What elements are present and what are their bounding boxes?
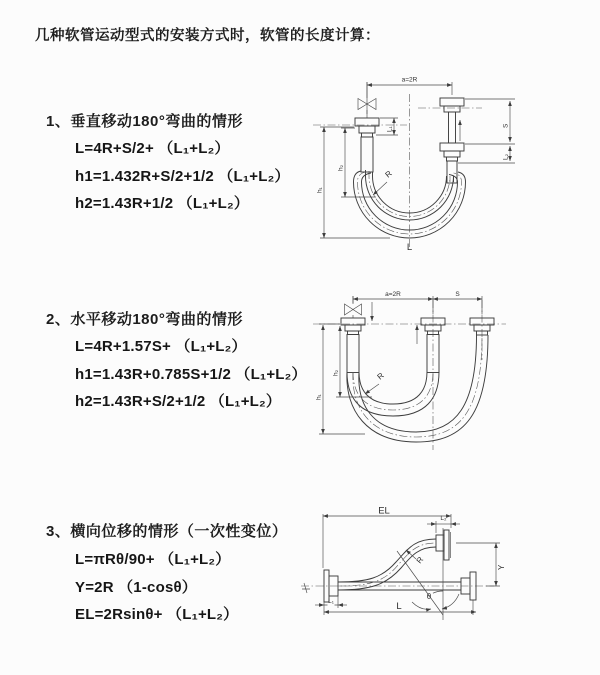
l-dim-label: L xyxy=(396,601,402,612)
centerline-symbol-icon xyxy=(302,583,310,593)
l1-dim-label: L₁ xyxy=(386,126,394,132)
section-2-formula-L: L=4R+1.57S+ （L₁+L₂） xyxy=(75,338,247,355)
left-end-fitting xyxy=(355,118,379,172)
h2-dim-label: h₂ xyxy=(337,164,345,171)
h1-dim-label: h₁ xyxy=(316,187,324,193)
radius-label: R xyxy=(375,370,386,382)
section-3-formula-EL: EL=2Rsinθ+ （L₁+L₂） xyxy=(75,606,239,623)
section-3-formula-L: L=πRθ/90+ （L₁+L₂） xyxy=(75,551,231,568)
a2r-dim-label: a=2R xyxy=(385,291,401,298)
diagram-lateral-displacement xyxy=(298,502,600,652)
l2-dim-label: L₂ xyxy=(502,153,510,160)
a2r-dim-label: a=2R xyxy=(401,76,418,84)
section-2-formula-h1: h1=1.43R+0.785S+1/2 （L₁+L₂） xyxy=(75,366,307,383)
radius-callout xyxy=(365,371,386,394)
section-3-heading: 3、横向位移的情形（一次性变位） xyxy=(46,523,288,540)
s-dim-label: S xyxy=(502,123,510,128)
dimension-y xyxy=(456,543,506,586)
section-1-formula-h1: h1=1.432R+S/2+1/2 （L₁+L₂） xyxy=(75,168,290,185)
left-end-fitting xyxy=(341,318,365,373)
l2-dim-label: L₂ xyxy=(440,515,447,522)
radius-callout xyxy=(373,169,394,195)
section-1-formula-L: L=4R+S/2+ （L₁+L₂） xyxy=(75,140,230,157)
dimension-l1 xyxy=(315,596,347,608)
section-3-formula-Y: Y=2R （1-cosθ） xyxy=(75,579,197,596)
el-dim-label: EL xyxy=(378,505,390,517)
dimension-l2 xyxy=(427,514,460,533)
diagram-horizontal-180-bend xyxy=(310,288,600,460)
hose-moved-position xyxy=(347,335,488,442)
dimension-l xyxy=(324,600,476,615)
radius-label: R xyxy=(414,555,426,566)
h1-dim-label: h₁ xyxy=(315,394,323,400)
dimension-a2r xyxy=(353,291,482,314)
diagram-vertical-180-bend xyxy=(310,68,600,264)
dimension-h2 xyxy=(333,326,373,397)
section-2-formula-h2: h2=1.43R+S/2+1/2 （L₁+L₂） xyxy=(75,393,282,410)
section-1-heading: 1、垂直移动180°弯曲的情形 xyxy=(46,113,243,130)
radius-callout xyxy=(406,550,425,565)
h2-dim-label: h₂ xyxy=(332,369,340,376)
y-dim-label: Y xyxy=(497,564,506,570)
length-label: L xyxy=(406,242,413,253)
l1-dim-label: L₁ xyxy=(328,598,334,605)
dimension-s xyxy=(433,291,482,299)
dimension-s xyxy=(458,99,515,163)
section-2-heading: 2、水平移动180°弯曲的情形 xyxy=(46,311,243,328)
dimension-el xyxy=(323,506,451,569)
section-1-formula-h2: h2=1.43R+1/2 （L₁+L₂） xyxy=(75,195,250,212)
theta-label: θ xyxy=(426,592,432,601)
dimension-l2 xyxy=(503,146,511,161)
right-end-fitting xyxy=(440,98,464,183)
angle-construction xyxy=(397,528,459,620)
radius-label: R xyxy=(383,168,394,180)
s-dim-label: S xyxy=(455,291,460,298)
page-title: 几种软管运动型式的安装方式时，软管的长度计算： xyxy=(35,28,380,44)
